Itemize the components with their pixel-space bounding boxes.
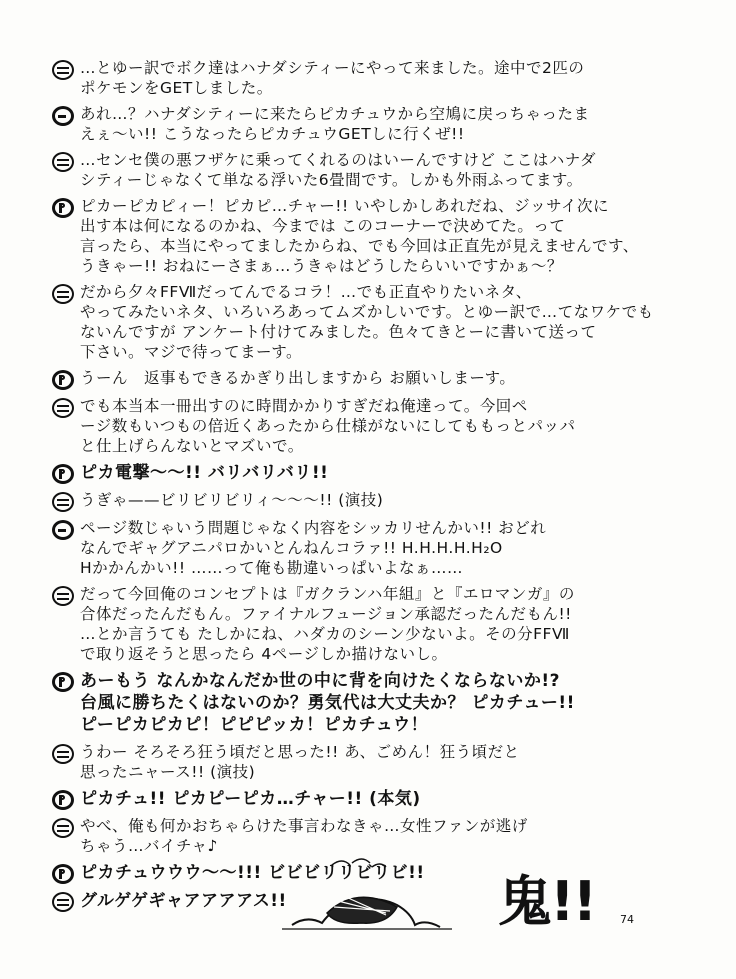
speaker-marker-icon [52,398,74,418]
dialogue-entry [52,368,682,390]
speaker-marker-icon [52,864,74,884]
dialogue-text: うぎゃ——ビリビリビリィ～～～!! (演技) [80,491,384,509]
speaker-marker-icon [52,744,74,764]
dialogue-text: あれ…？ハナダシティーに来たらピカチュウから空鳩に戻っちゃったま えぇ～い!! こうなったらピカチュウGETしに行くぜ!! [80,105,590,143]
dialogue-entry [52,670,682,736]
oni-stamp: 鬼!! [498,870,596,933]
speaker-marker-icon [52,672,74,692]
dialogue-text: ページ数じゃいう問題じゃなく内容をシッカリせんかい!! おどれ なんでギャグアニパロかいとんねんコラァ!! H.H.H.H.H₂O Hかかんかい!! ……って俺も勘違いっぱいよなぁ…… [80,519,547,577]
speaker-marker-icon [52,790,74,810]
speaker-marker-icon [52,198,74,218]
dialogue-list [52,58,682,918]
dialogue-text: だから夕々FFⅦだってんでるコラ！…でも正直やりたいネタ、 やってみたいネタ、いろいろあってムズかしいです。とゆー訳で…てなワケでも ないんですが アンケート付けてみました。色々てきとーに書いて送って 下さい。マジで待ってまーす。 [80,283,654,361]
speaker-marker-icon [52,818,74,838]
speaker-marker-icon [52,106,74,126]
dialogue-entry [52,462,682,484]
speaker-marker-icon [52,152,74,172]
dialogue-text: ピカーピカピィー！ピカピ…チャー!! いやしかしあれだね、ジッサイ次に 出す本は何になるのかね、今までは このコーナーで決めてた。って 言ったら、本当にやってましたからね、でも今回は正直先が見えませんです、 うきゃー!! おねにーさまぁ…うきゃはどうしたらいいですかぁ～？ [80,197,639,275]
speaker-marker-icon [52,520,74,540]
dialogue-text: ピカチュ!! ピカピーピカ…チャー!! (本気) [80,789,421,809]
speaker-marker-icon [52,370,74,390]
dialogue-text: ピカ電撃～～!! バリバリバリ!! [80,463,329,483]
speaker-marker-icon [52,60,74,80]
dialogue-text: ピカチュウウウ～～!!! ビビビリリビリビ!! [80,863,425,883]
dialogue-entry [52,788,682,810]
dialogue-text: やべ、俺も何かおちゃらけた事言わなきゃ…女性ファンが逃げ ちゃう…バイチャ♪ [80,817,528,855]
crouching-figure-doodle [272,855,462,935]
dialogue-entry [52,396,682,456]
dialogue-text: でも本当本一冊出すのに時間かかりすぎだね俺達って。今回ペ ージ数もいつもの倍近くあったから仕様がないにしてももっとパッパ と仕上げらんないとマズいで。 [80,397,576,455]
dialogue-text: あーもう なんかなんだか世の中に背を向けたくならないか!? 台風に勝ちたくはないのか？勇気代は大丈夫か？ ピカチュー!! ピーピカピカピ！ピピピッカ！ピカチュウ！ [80,671,575,735]
dialogue-entry [52,196,682,276]
dialogue-entry [52,58,682,98]
dialogue-entry [52,816,682,856]
dialogue-text: …センセ僕の悪フザケに乗ってくれるのはいーんですけど ここはハナダ シティーじゃなくて単なる浮いた6畳間です。しかも外雨ふってます。 [80,151,597,189]
dialogue-entry [52,518,682,578]
dialogue-entry [52,742,682,782]
dialogue-entry [52,584,682,664]
speaker-marker-icon [52,892,74,912]
speaker-marker-icon [52,586,74,606]
speaker-marker-icon [52,492,74,512]
dialogue-entry [52,490,682,512]
speaker-marker-icon [52,464,74,484]
dialogue-entry [52,150,682,190]
dialogue-entry [52,282,682,362]
dialogue-text: グルゲゲギャアアアアス!! [80,891,287,911]
page-number: 74 [620,913,634,926]
dialogue-text: …とゆー訳でボク達はハナダシティーにやって来ました。途中で2匹の ポケモンをGETしました。 [80,59,585,97]
dialogue-text: うわー そろそろ狂う頃だと思った!! あ、ごめん！狂う頃だと 思ったニャース!! (演技) [80,743,520,781]
speaker-marker-icon [52,284,74,304]
dialogue-text: うーん 返事もできるかぎり出しますから お願いしまーす。 [80,369,516,387]
dialogue-entry [52,104,682,144]
dialogue-text: だって今回俺のコンセプトは『ガクランハ年組』と『エロマンガ』の 合体だったんだもん。ファイナルフュージョン承認だったんだもん!! …とか言うても たしかにね、ハダカのシーン少ないよ。その分FFⅦ で取り返そうと思ったら 4ページしか描けないし。 [80,585,575,663]
